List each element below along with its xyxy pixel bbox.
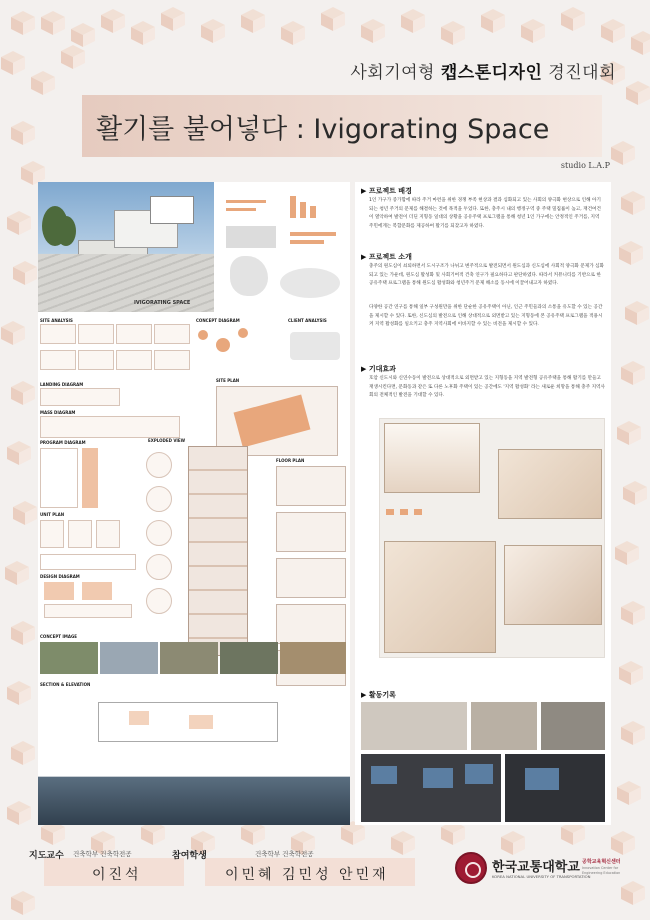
exploded-detail-bubble: [146, 452, 172, 478]
floor-plan-drawing: [276, 604, 346, 644]
center-name-english: Innovation Center for Engineering Education: [582, 866, 621, 875]
program-table: [40, 448, 78, 508]
graph-bar: [290, 240, 324, 244]
concept-photo: [160, 642, 218, 674]
cube-decoration: [614, 540, 640, 566]
cube-decoration: [12, 260, 38, 286]
cube-decoration: [624, 300, 650, 326]
cube-decoration: [620, 190, 646, 216]
expected-effect-text: 호암 신도시와 신연수동이 발전으로 상대적으로 외면받고 있는 지형동을 지역 발전형 공유주택을 통해 활기를 만들고 재생시킨다면, 문화동과 같은 또 다른 노후화 주택이 있는 공간에도 '지역 활성화' 라는 새로운 희망을 통해 충주 지역사회의 전체적인 발전을 기대할 수 있다.: [369, 376, 605, 399]
cube-decoration: [610, 140, 636, 166]
university-name-english: KOREA NATIONAL UNIVERSITY OF TRANSPORTATION: [492, 874, 591, 879]
cube-decoration: [622, 480, 648, 506]
model-photo: [384, 541, 496, 653]
cube-decoration: [616, 420, 642, 446]
cube-decoration: [620, 720, 646, 746]
cube-decoration: [10, 620, 36, 646]
site-analysis-map: [78, 324, 114, 344]
unit-plan-drawing: [68, 520, 92, 548]
section-drawing: [98, 702, 278, 742]
cube-decoration: [10, 740, 36, 766]
cube-decoration: [560, 6, 586, 32]
cube-decoration: [12, 500, 38, 526]
cube-decoration: [500, 830, 526, 856]
cube-decoration: [6, 440, 32, 466]
concept-node: [238, 328, 248, 338]
students-department: 건축학부 건축학전공: [255, 850, 314, 858]
floor-plan-drawing: [276, 512, 346, 552]
students-names: 이민혜 김민성 안민재: [225, 867, 389, 883]
map-shape: [280, 268, 340, 298]
studio-name: studio L.A.P: [560, 161, 610, 170]
graph-bar: [300, 202, 306, 218]
monitor-shape: [465, 764, 493, 784]
cube-decoration: [6, 680, 32, 706]
cube-decoration: [625, 80, 650, 106]
section-highlight: [129, 711, 149, 725]
concept-photo: [220, 642, 278, 674]
intro-text-2: 다양한 공간 연구를 통해 일부 구성원만을 위한 단순한 공유주택이 아닌, 인근 주민들과의 소통을 유도할 수 있는 공간을 제시할 수 있다. 또한, 신도심의 발전으로 인해 상대적으로 외면받고 있는 지형동에 본 공유주택 프로그램을 적용시켜 지역 활성화를 일으키고 충주 지역사회에 이바지할 수 있는 비전을 제시할 수 있다.: [369, 305, 603, 328]
cube-decoration: [600, 18, 626, 44]
concept-photo: [40, 642, 98, 674]
cube-decoration: [610, 830, 636, 856]
expected-effect-heading: ▶ 기대효과: [361, 365, 396, 373]
cube-decoration: [620, 880, 646, 906]
exploded-view-label: EXPLODED VIEW: [148, 438, 186, 443]
hero-caption: IVIGORATING SPACE: [134, 300, 191, 306]
university-seal-logo: [455, 852, 487, 884]
cube-decoration: [520, 18, 546, 44]
concept-image-label: CONCEPT IMAGE: [40, 634, 77, 639]
site-analysis-map: [78, 350, 114, 370]
cube-decoration: [30, 70, 56, 96]
students-label: 참여학생: [172, 851, 207, 861]
program-diagram-label: PROGRAM DIAGRAM: [40, 440, 86, 445]
elevation-drawing: [38, 750, 350, 825]
cube-decoration: [616, 780, 642, 806]
activity-photo: [361, 702, 467, 750]
contest-title-highlight: 캡스톤디자인: [440, 63, 543, 83]
center-name: 공학교육혁신센터: [582, 859, 621, 865]
hero-rendering: [38, 182, 214, 312]
background-text: 1인 가구가 증가함에 따라 주거 마련을 위한 경쟁 부족 현상과 결과 심화되고 있는 사회의 양극화 현상으로 인해 아기되는 청년 주거의 문제를 해결하는 것에 목적을 두었다. 또한, 충주시 내의 행정구역 중 주택 밀집률이 높고, 재건여건이 열악하여 발전이 더딘 지형동 일대의 상황을 공유주택 프로그램을 통해 청년 1인 가구에는 안정적인 주거를, 지역 주민에게는 복합문화를 제공하여 활기를 되찾고자 하였다.: [369, 198, 601, 230]
floor-plan-label: FLOOR PLAN: [276, 458, 305, 463]
design-diagram-shape: [82, 582, 112, 600]
cube-decoration: [200, 18, 226, 44]
model-part-icon: [386, 509, 394, 515]
cube-decoration: [320, 6, 346, 32]
building-volume: [150, 196, 194, 224]
model-photo: [498, 449, 602, 519]
graph-bar: [290, 232, 336, 236]
site-analysis-map: [116, 324, 152, 344]
background-heading: ▶ 프로젝트 배경: [361, 187, 412, 195]
statistics-graphs: [220, 186, 346, 306]
cube-decoration: [480, 8, 506, 34]
landing-diagram-label: LANDING DIAGRAM: [40, 382, 84, 387]
concept-photo: [280, 642, 346, 674]
site-analysis-map: [154, 350, 190, 370]
unit-plan-notes: [40, 554, 136, 570]
activity-photo: [361, 754, 501, 822]
unit-plan-drawing: [40, 520, 64, 548]
cube-decoration: [60, 44, 86, 70]
tree-shape: [56, 216, 76, 246]
cube-decoration: [6, 800, 32, 826]
exploded-detail-bubble: [146, 520, 172, 546]
model-photo-collage: [379, 418, 605, 658]
intro-heading: ▶ 프로젝트 소개: [361, 253, 412, 261]
site-analysis-map: [154, 324, 190, 344]
model-photo: [504, 545, 602, 625]
client-analysis-label: CLIENT ANALYSIS: [288, 318, 327, 323]
design-diagram-shape: [44, 582, 74, 600]
cube-decoration: [10, 380, 36, 406]
site-analysis-map: [40, 350, 76, 370]
activity-photo: [541, 702, 605, 750]
cube-decoration: [10, 120, 36, 146]
graph-bar: [290, 196, 296, 218]
advisor-label: 지도교수: [29, 851, 64, 861]
design-diagram-strip: [44, 604, 132, 618]
exploded-axonometric: [188, 446, 248, 656]
exploded-detail-bubble: [146, 588, 172, 614]
intro-text-1: 충주의 원도심이 쇠퇴하면서 도시구조가 나뉘고 변주적으로 발전되면서 원도심과 신도심에 사회적 양극화 문제가 심화되고 있는 가운데, 원도심 활성화 및 사회기여적 건축 연구가 필요하다고 판단하였다. 따라서 커뮤니티를 기반으로 한 공유주택 프로그램을 통해 원도심 활성화와 청년주거 문제 해소를 동시에 이끌어내고자 하였다.: [369, 264, 604, 287]
contest-title: [350, 58, 616, 83]
contest-title-suffix: 경진대회: [542, 63, 616, 83]
cube-decoration: [620, 360, 646, 386]
program-bar: [82, 448, 98, 508]
cube-decoration: [400, 8, 426, 34]
concept-node: [216, 338, 230, 352]
graph-bar: [226, 200, 266, 203]
map-shape: [230, 256, 268, 296]
concept-photo: [100, 642, 158, 674]
monitor-shape: [423, 768, 453, 788]
exploded-detail-bubble: [146, 554, 172, 580]
cube-decoration: [130, 20, 156, 46]
cube-decoration: [360, 18, 386, 44]
right-board-panel: [355, 182, 611, 825]
concept-diagram-label: CONCEPT DIAGRAM: [196, 318, 240, 323]
cube-decoration: [100, 8, 126, 34]
site-analysis-map: [116, 350, 152, 370]
cube-decoration: [390, 830, 416, 856]
cube-decoration: [4, 560, 30, 586]
cube-decoration: [160, 6, 186, 32]
cube-decoration: [620, 600, 646, 626]
monitor-shape: [525, 768, 559, 790]
graph-bar: [310, 206, 316, 218]
activity-heading: ▶ 활동기록: [361, 691, 396, 699]
model-part-icon: [400, 509, 408, 515]
university-name: 한국교통대학교: [492, 860, 580, 875]
cube-decoration: [6, 210, 32, 236]
cube-decoration: [618, 660, 644, 686]
model-photo: [384, 423, 480, 493]
contest-title-prefix: 사회기여형: [350, 63, 441, 83]
site-analysis-map: [40, 324, 76, 344]
mass-diagram: [40, 416, 180, 438]
unit-plan-drawing: [96, 520, 120, 548]
graph-chart: [226, 226, 276, 248]
graph-bar: [226, 208, 256, 211]
advisor-department: 건축학부 건축학전공: [73, 850, 132, 858]
cube-decoration: [240, 8, 266, 34]
cube-decoration: [280, 20, 306, 46]
exploded-detail-bubble: [146, 486, 172, 512]
cube-decoration: [618, 240, 644, 266]
cube-decoration: [40, 10, 66, 36]
concept-node: [198, 330, 208, 340]
left-board-panel: [38, 182, 350, 825]
client-analysis-figure: [290, 332, 340, 360]
activity-photo: [505, 754, 605, 822]
activity-photo: [471, 702, 537, 750]
cube-decoration: [0, 50, 26, 76]
floor-plan-drawing: [276, 558, 346, 598]
cube-decoration: [630, 30, 650, 56]
design-diagram-label: DESIGN DIAGRAM: [40, 574, 80, 579]
cube-decoration: [440, 20, 466, 46]
cube-decoration: [10, 890, 36, 916]
cube-decoration: [10, 10, 36, 36]
advisor-name: 이진석: [92, 867, 142, 883]
landing-diagram: [40, 388, 120, 406]
poster-title: 활기를 불어넣다 : Ivigorating Space: [96, 114, 550, 145]
site-analysis-label: SITE ANALYSIS: [40, 318, 73, 323]
floor-plan-drawing: [276, 466, 346, 506]
section-highlight: [189, 715, 213, 729]
unit-plan-label: UNIT PLAN: [40, 512, 65, 517]
model-part-icon: [414, 509, 422, 515]
mass-diagram-label: MASS DIAGRAM: [40, 410, 76, 415]
site-plan-building: [234, 395, 311, 448]
site-plan-label: SITE PLAN: [216, 378, 240, 383]
cube-decoration: [0, 320, 26, 346]
monitor-shape: [371, 766, 397, 784]
section-elevation-label: SECTION & ELEVATION: [40, 682, 91, 687]
